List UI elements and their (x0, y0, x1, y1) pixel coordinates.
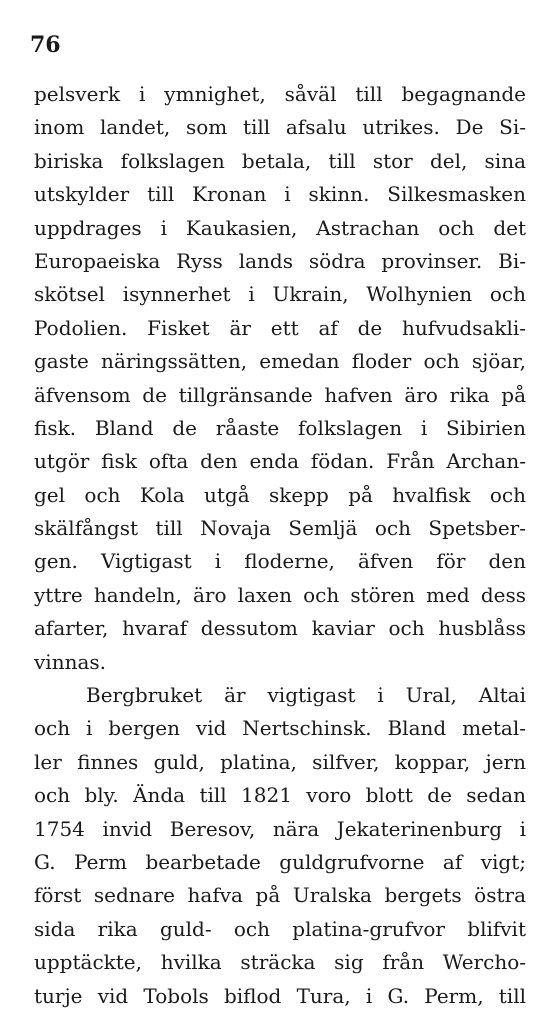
text-line: fisk. Bland de råaste folkslagen i Sibirien (34, 415, 526, 440)
text-line: pelsverk i ymnighet, såväl till begagnande (34, 82, 526, 106)
body-text (34, 78, 526, 1013)
text-line: uppdrages i Kaukasien, Astrachan och det (34, 215, 526, 240)
page-number: 76 (30, 32, 61, 58)
text-line: upptäckte, hvilka sträcka sig från Wercho- (34, 950, 526, 975)
text-line: 1754 invid Beresov, nära Jekaterinenburg i (34, 816, 526, 841)
text-line: skötsel isynnerhet i Ukrain, Wolhynien och (34, 282, 526, 307)
text-line: och i bergen vid Nertschinsk. Bland metal- (34, 716, 526, 741)
paragraph-2 (34, 679, 526, 1013)
text-line: afarter, hvaraf dessutom kaviar och husblåss (34, 616, 526, 641)
text-line: skälfångst till Novaja Semljä och Spetsber- (34, 516, 526, 541)
text-line: gaste näringssätten, emedan floder och sjöar, (34, 349, 526, 374)
text-line: biriska folkslagen betala, till stor del, sina (34, 148, 526, 173)
text-line: utgör fisk ofta den enda födan. Från Archan- (34, 449, 526, 474)
text-line: utskylder till Kronan i skinn. Silkesmasken (34, 182, 526, 207)
text-line: G. Perm bearbetade guldgrufvorne af vigt; (34, 849, 526, 874)
text-line: turje vid Tobols biflod Tura, i G. Perm, till (34, 983, 526, 1008)
text-line: gel och Kola utgå skepp på hvalfisk och (34, 482, 526, 507)
text-line: Podolien. Fisket är ett af de hufvudsakli- (34, 315, 526, 340)
text-line: ler finnes guld, platina, silfver, koppar, jern (34, 749, 526, 774)
text-line: inom landet, som till afsalu utrikes. De Si- (34, 115, 526, 140)
text-line: gen. Vigtigast i floderne, äfven för den (34, 549, 526, 574)
text-line: yttre handeln, äro laxen och stören med dess (34, 582, 526, 607)
text-line: och bly. Ända till 1821 voro blott de sedan (34, 783, 526, 808)
text-line: sida rika guld- och platina-grufvor blifvit (34, 916, 526, 941)
paragraph-1 (34, 78, 526, 679)
text-line: vinnas. (34, 649, 107, 674)
text-line: först sednare hafva på Uralska bergets östra (34, 883, 526, 908)
text-line: Bergbruket är vigtigast i Ural, Altai (86, 683, 526, 708)
text-line: äfvensom de tillgränsande hafven äro rika på (34, 382, 526, 407)
text-line: Europaeiska Ryss lands södra provinser. Bi- (34, 248, 526, 273)
